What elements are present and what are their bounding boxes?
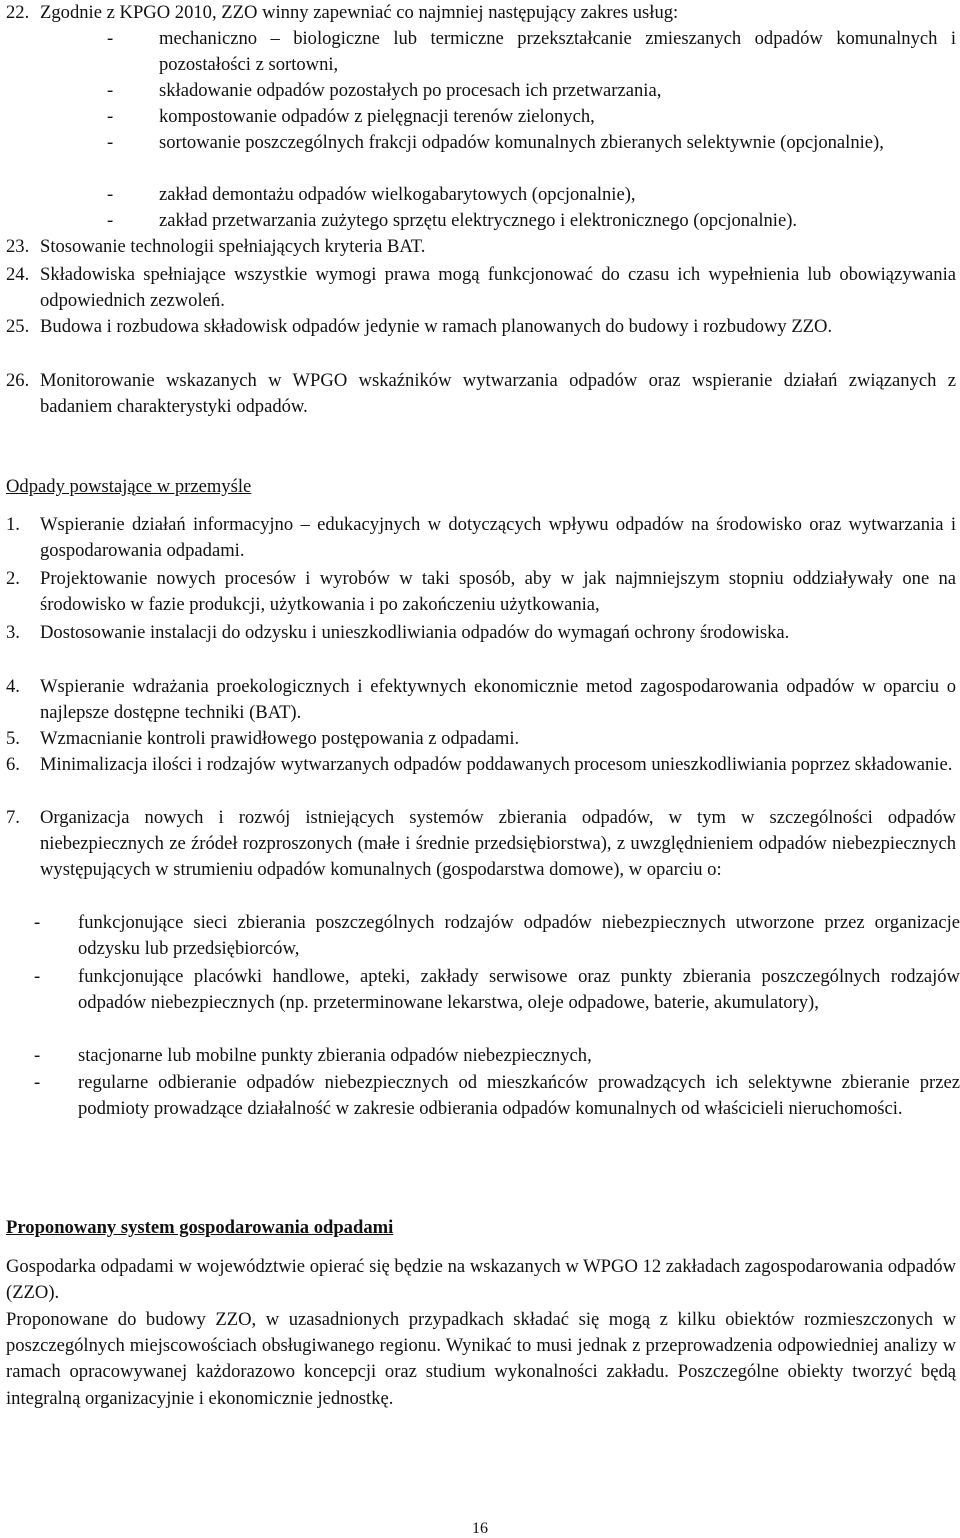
item-number: 3. xyxy=(6,622,20,643)
dash-marker: - xyxy=(107,132,114,153)
dash-marker: - xyxy=(34,966,41,987)
dash-marker: - xyxy=(107,210,114,231)
sub-bullet-text: składowanie odpadów pozostałych po procesach ich przetwarzania, xyxy=(159,80,662,101)
sub-bullet-text: kompostowanie odpadów z pielęgnacji terenów zielonych, xyxy=(159,106,595,127)
item-text: Zgodnie z KPGO 2010, ZZO winny zapewniać co najmniej następujący zakres usług: xyxy=(40,2,679,23)
item-text: Minimalizacja ilości i rodzajów wytwarzanych odpadów poddawanych procesom unieszkodliwiania poprzez składowanie. xyxy=(40,754,953,775)
item-text: Wspieranie działań informacyjno – edukacyjnych w dotyczących wpływu odpadów na środowisko oraz wytwarzania i gospodarowania odpadami. xyxy=(40,514,956,562)
dash-marker: - xyxy=(107,184,114,205)
dash-marker: - xyxy=(107,28,114,49)
dash-marker: - xyxy=(107,106,114,127)
item-text: Składowiska spełniające wszystkie wymogi prawa mogą funkcjonować do czasu ich wypełnienia lub obowiązywania odpowiednich zezwoleń. xyxy=(40,264,956,312)
sub-bullet-text: zakład demontażu odpadów wielkogabarytowych (opcjonalnie), xyxy=(159,184,636,205)
item-number: 4. xyxy=(6,676,20,697)
sub-bullet-text: funkcjonujące sieci zbierania poszczególnych rodzajów odpadów niebezpiecznych utworzone przez organizacje odzysku lub przedsiębiorców, xyxy=(78,912,960,960)
paragraph: Proponowane do budowy ZZO, w uzasadnionych przypadkach składać się mogą z kilku obiektów rozmieszczonych w poszczególnych miejscowościach obsługiwanego regionu. Wynikać to musi jednak z przeprowadzenia odpowiedniej analizy w ramach opracowywanej każdorazowo koncepcji oraz studium wykonalności zakładu. Poszczególne obiekty tworzyć będą integralną organizacyjnie i ekonomicznie jednostkę. xyxy=(6,1309,956,1409)
item-number: 23. xyxy=(6,236,30,257)
item-text: Monitorowanie wskazanych w WPGO wskaźników wytwarzania odpadów oraz wspieranie działań związanych z badaniem charakterystyki odpadów. xyxy=(40,370,956,418)
sub-bullet-text: stacjonarne lub mobilne punkty zbierania odpadów niebezpiecznych, xyxy=(78,1045,592,1066)
item-number: 2. xyxy=(6,568,20,589)
section-heading-industry: Odpady powstające w przemyśle xyxy=(6,476,252,497)
item-number: 26. xyxy=(6,370,30,391)
item-text: Wzmacnianie kontroli prawidłowego postępowania z odpadami. xyxy=(40,728,520,749)
paragraph: Gospodarka odpadami w województwie opierać się będzie na wskazanych w WPGO 12 zakładach zagospodarowania odpadów (ZZO). xyxy=(6,1256,956,1304)
item-text: Stosowanie technologii spełniających kryteria BAT. xyxy=(40,236,426,257)
dash-marker: - xyxy=(34,1045,41,1066)
sub-bullet-text: zakład przetwarzania zużytego sprzętu elektrycznego i elektronicznego (opcjonalnie). xyxy=(159,210,798,231)
item-number: 1. xyxy=(6,514,20,535)
item-text: Wspieranie wdrażania proekologicznych i efektywnych ekonomicznie metod zagospodarowania odpadów w oparciu o najlepsze dostępne techniki (BAT). xyxy=(40,676,956,724)
item-text: Dostosowanie instalacji do odzysku i unieszkodliwiania odpadów do wymagań ochrony środowiska. xyxy=(40,622,790,643)
item-text: Projektowanie nowych procesów i wyrobów w taki sposób, aby w jak najmniejszym stopniu oddziaływały one na środowisko w fazie produkcji, użytkowania i po zakończeniu użytkowania, xyxy=(40,568,956,616)
item-number: 6. xyxy=(6,754,20,775)
item-text: Organizacja nowych i rozwój istniejących systemów zbierania odpadów, w tym w szczególności odpadów niebezpiecznych ze źródeł rozproszonych (małe i średnie przedsiębiorstwa), z uwzględnieniem odpadów niebezpiecznych występujących w strumieniu odpadów komunalnych (gospodarstwa domowe), w oparciu o: xyxy=(40,807,956,881)
dash-marker: - xyxy=(34,912,41,933)
item-number: 7. xyxy=(6,807,20,828)
item-number: 5. xyxy=(6,728,20,749)
dash-marker: - xyxy=(34,1072,41,1093)
dash-marker: - xyxy=(107,80,114,101)
item-number: 22. xyxy=(6,2,30,23)
sub-bullet-text: sortowanie poszczególnych frakcji odpadów komunalnych zbieranych selektywnie (opcjonalnie), xyxy=(159,132,884,153)
section-heading-system: Proponowany system gospodarowania odpadami xyxy=(6,1217,394,1238)
item-number: 24. xyxy=(6,264,30,285)
sub-bullet-text: regularne odbieranie odpadów niebezpiecznych od mieszkańców prowadzących ich selektywne zbieranie przez podmioty prowadzące działalność w zakresie odbierania odpadów komunalnych od właścicieli nieruchomości. xyxy=(78,1072,960,1120)
item-text: Budowa i rozbudowa składowisk odpadów jedynie w ramach planowanych do budowy i rozbudowy ZZO. xyxy=(40,316,833,337)
page-number: 16 xyxy=(472,1520,488,1537)
item-number: 25. xyxy=(6,316,30,337)
sub-bullet-text: mechaniczno – biologiczne lub termiczne przekształcanie zmieszanych odpadów komunalnych i pozostałości z sortowni, xyxy=(159,28,956,76)
sub-bullet-text: funkcjonujące placówki handlowe, apteki, zakłady serwisowe oraz punkty zbierania poszczególnych rodzajów odpadów niebezpiecznych (np. przeterminowane lekarstwa, oleje odpadowe, baterie, akumulatory), xyxy=(78,966,960,1014)
